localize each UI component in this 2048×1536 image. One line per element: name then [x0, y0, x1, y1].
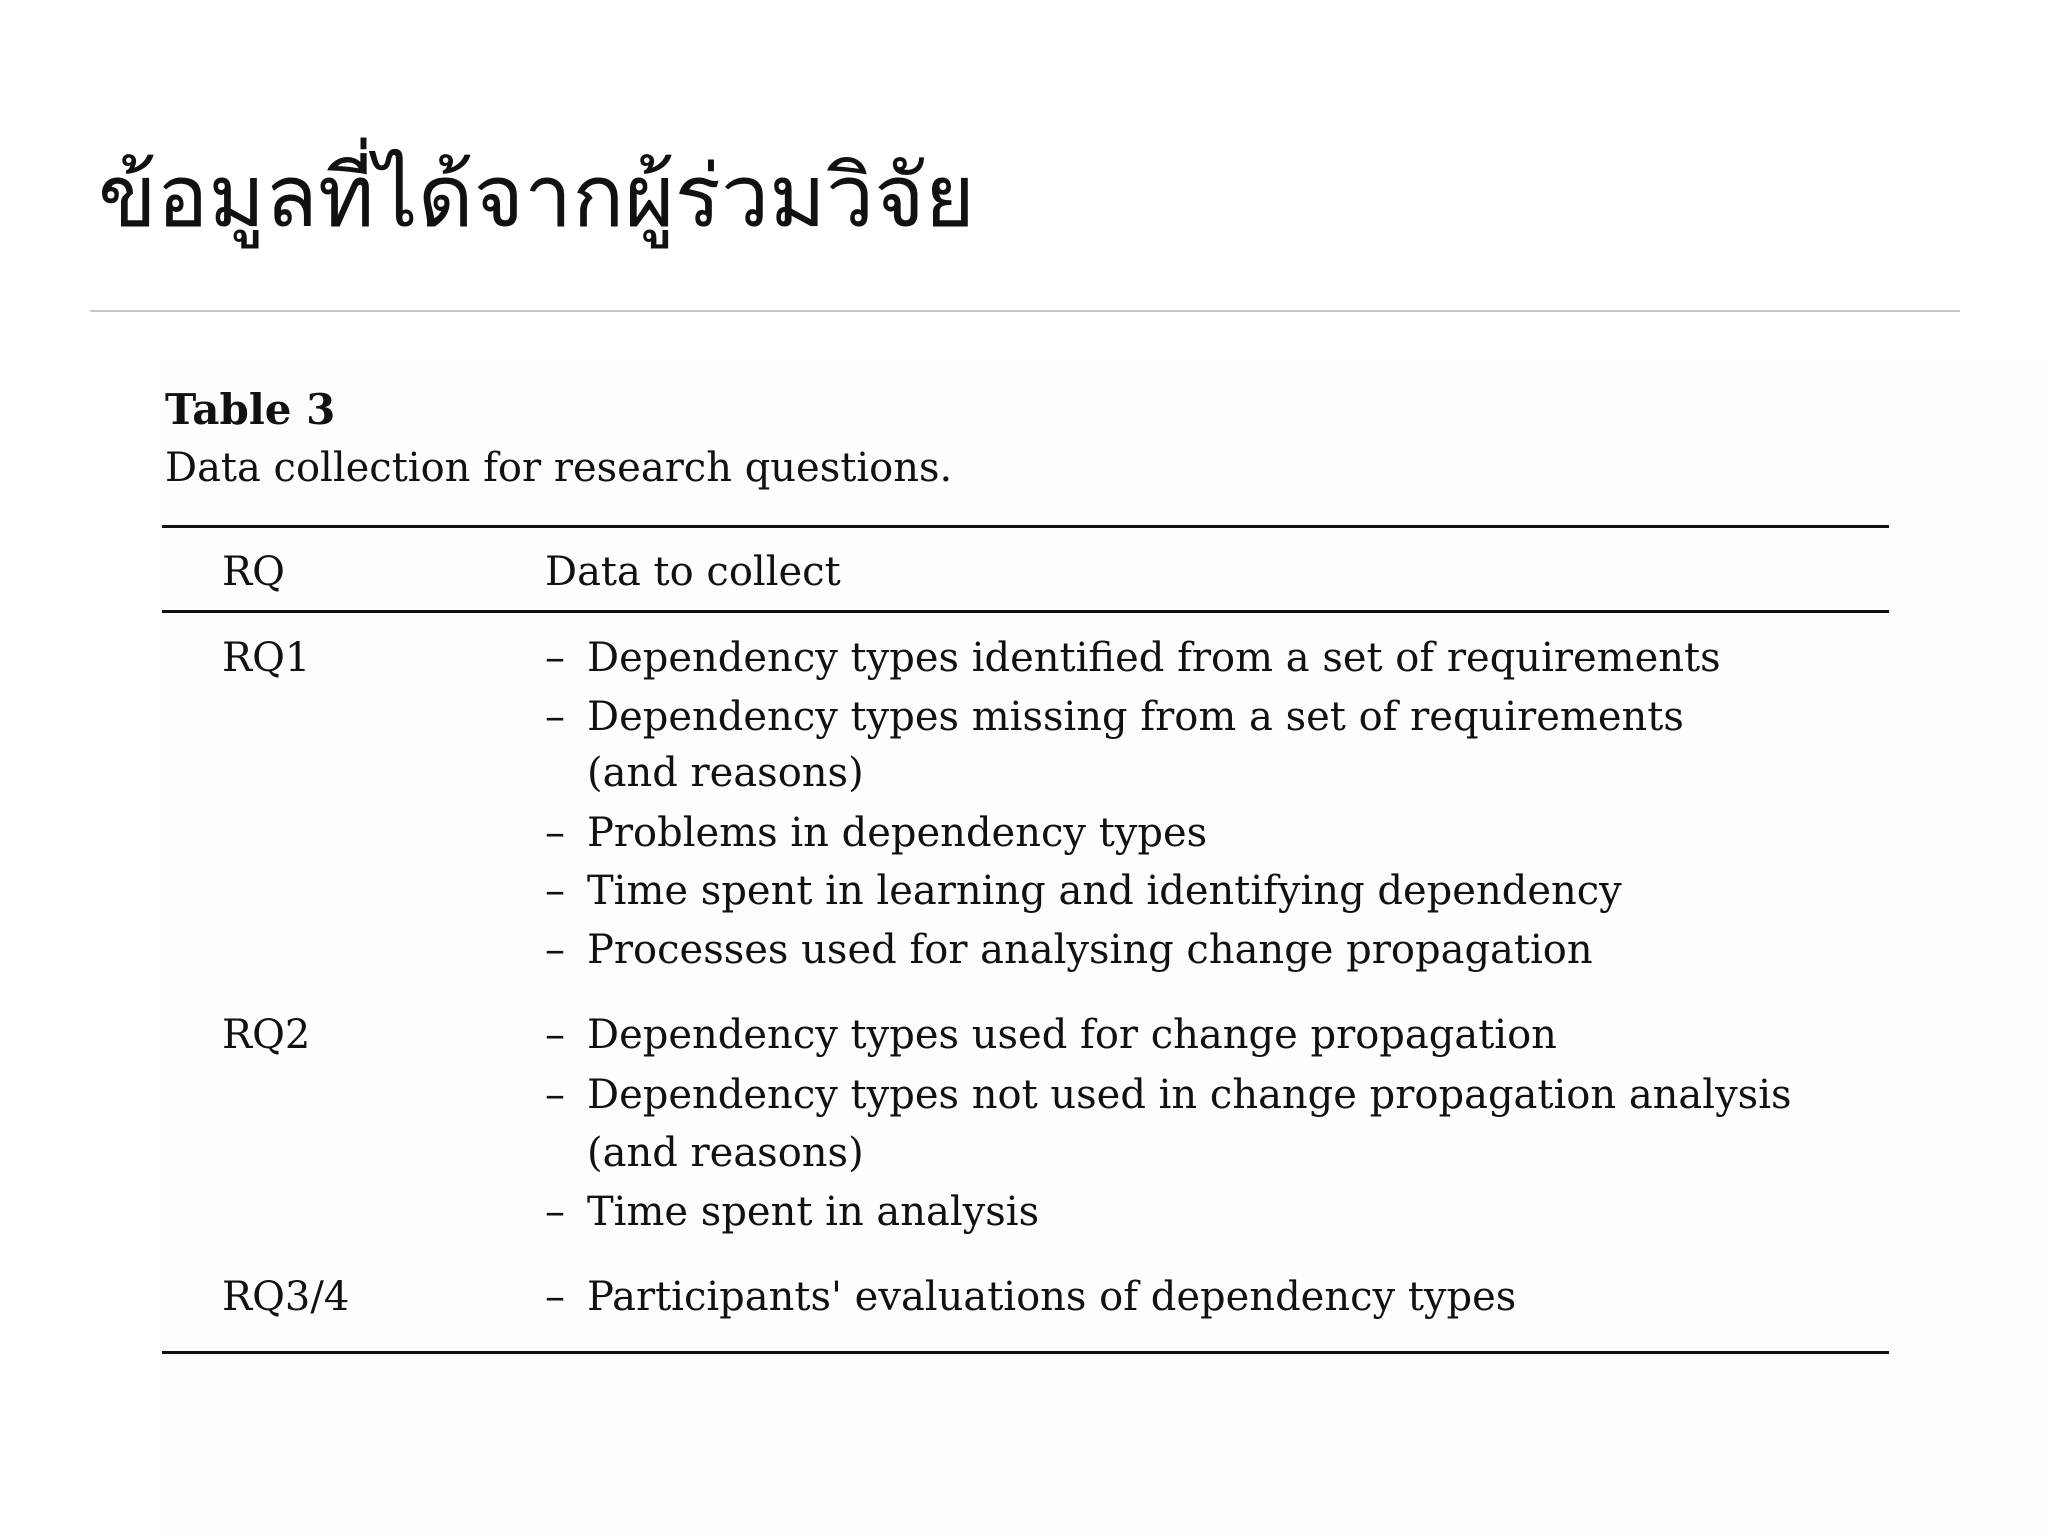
table-bottom-rule	[162, 1351, 1889, 1354]
bullet-dash: –	[545, 1012, 565, 1058]
row-rq1-label: RQ1	[222, 635, 311, 681]
item-text: Participants' evaluations of dependency types	[587, 1274, 1517, 1320]
item-text: Time spent in analysis	[587, 1189, 1040, 1235]
bullet-dash: –	[545, 1072, 565, 1118]
item-text: Problems in dependency types	[587, 810, 1208, 856]
bullet-dash: –	[545, 868, 565, 914]
row-rq2-item	[545, 1189, 1040, 1235]
table-top-rule	[162, 525, 1889, 528]
item-text: Dependency types missing from a set of requirements	[587, 694, 1684, 740]
row-rq1-item	[545, 810, 1208, 856]
row-rq2-item	[545, 1072, 1792, 1118]
row-rq2-item-continuation: (and reasons)	[587, 1130, 864, 1176]
table-header-rule	[162, 610, 1889, 613]
bullet-dash: –	[545, 1274, 565, 1320]
slide-title: ข้อมูลที่ได้จากผู้ร่วมวิจัย	[98, 147, 976, 247]
item-text: Time spent in learning and identifying dependency	[587, 868, 1622, 914]
row-rq2-item	[545, 1012, 1557, 1058]
header-data-to-collect: Data to collect	[545, 549, 841, 595]
row-rq1-item	[545, 868, 1622, 914]
item-text: Dependency types used for change propagation	[587, 1012, 1557, 1058]
item-text: Processes used for analysing change propagation	[587, 927, 1593, 973]
bullet-dash: –	[545, 927, 565, 973]
row-rq1-item	[545, 694, 1684, 740]
table-label: Table 3	[165, 385, 336, 434]
row-rq1-item	[545, 927, 1593, 973]
bullet-dash: –	[545, 1189, 565, 1235]
bullet-dash: –	[545, 810, 565, 856]
row-rq1-item	[545, 635, 1721, 681]
table-caption: Data collection for research questions.	[165, 445, 953, 491]
row-rq3-4-label: RQ3/4	[222, 1274, 350, 1320]
row-rq3-4-item	[545, 1274, 1517, 1320]
bullet-dash: –	[545, 635, 565, 681]
bullet-dash: –	[545, 694, 565, 740]
item-text: Dependency types identified from a set of requirements	[587, 635, 1721, 681]
row-rq2-label: RQ2	[222, 1012, 311, 1058]
item-text: Dependency types not used in change propagation analysis	[587, 1072, 1792, 1118]
title-divider	[90, 310, 1960, 312]
row-rq1-item-continuation: (and reasons)	[587, 750, 864, 796]
header-rq: RQ	[222, 549, 285, 595]
